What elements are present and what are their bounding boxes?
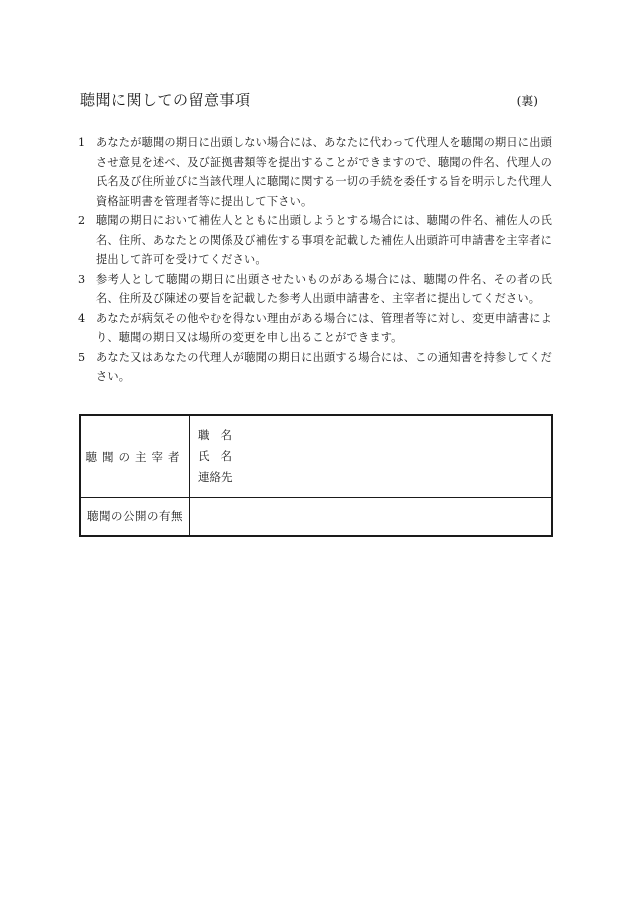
public-label: 聴聞の公開の有無 xyxy=(80,498,190,536)
host-details-cell[interactable] xyxy=(190,415,553,498)
note-number: 4 xyxy=(78,311,86,325)
note-number: 1 xyxy=(78,136,86,149)
host-title-label: 職名 xyxy=(198,428,243,442)
host-row xyxy=(80,415,552,498)
note-text: 参考人として聴聞の期日に出頭させたいものがある場合には、聴聞の件名、その者の氏名、住所及び陳述の要旨を記載した参考人出頭申請書を、主宰者に提出してください。 xyxy=(96,272,552,305)
note-text: 聴聞の期日において補佐人とともに出頭しようとする場合には、聴聞の件名、補佐人の氏名、住所、あなたとの関係及び補佐する事項を記載した補佐人出頭許可申請書を主宰者に提出して許可を受けてください。 xyxy=(96,214,552,266)
hearing-info-table xyxy=(79,414,553,537)
note-text: あなたが病気その他やむを得ない理由がある場合には、管理者等に対し、変更申請書により、聴聞の期日又は場所の変更を申し出ることができます。 xyxy=(96,311,552,344)
notes-list xyxy=(78,133,552,387)
public-row xyxy=(80,498,552,536)
host-contact-label: 連絡先 xyxy=(198,470,233,484)
host-label: 聴聞の主宰者 xyxy=(80,415,190,498)
note-item xyxy=(78,211,552,270)
note-number: 5 xyxy=(78,350,86,364)
note-item xyxy=(78,348,552,387)
note-text: あなた又はあなたの代理人が聴聞の期日に出頭する場合には、この通知書を持参してください。 xyxy=(96,350,552,383)
note-item xyxy=(78,133,552,211)
note-number: 3 xyxy=(78,272,86,286)
document-title: 聴聞に関しての留意事項 xyxy=(80,91,251,109)
note-item xyxy=(78,309,552,348)
host-name-label: 氏名 xyxy=(198,449,243,463)
note-item xyxy=(78,270,552,309)
public-value-cell[interactable] xyxy=(190,498,553,536)
reverse-side-mark: (裏) xyxy=(516,94,538,108)
note-text: あなたが聴聞の期日に出頭しない場合には、あなたに代わって代理人を聴聞の期日に出頭させ意見を述べ、及び証拠書類等を提出することができますので、聴聞の件名、代理人の氏名及び住所並びに当該代理人に聴聞に関する一切の手続を委任する旨を明示した代理人資格証明書を管理者等に提出して下さい。 xyxy=(96,136,552,208)
note-number: 2 xyxy=(78,214,86,227)
